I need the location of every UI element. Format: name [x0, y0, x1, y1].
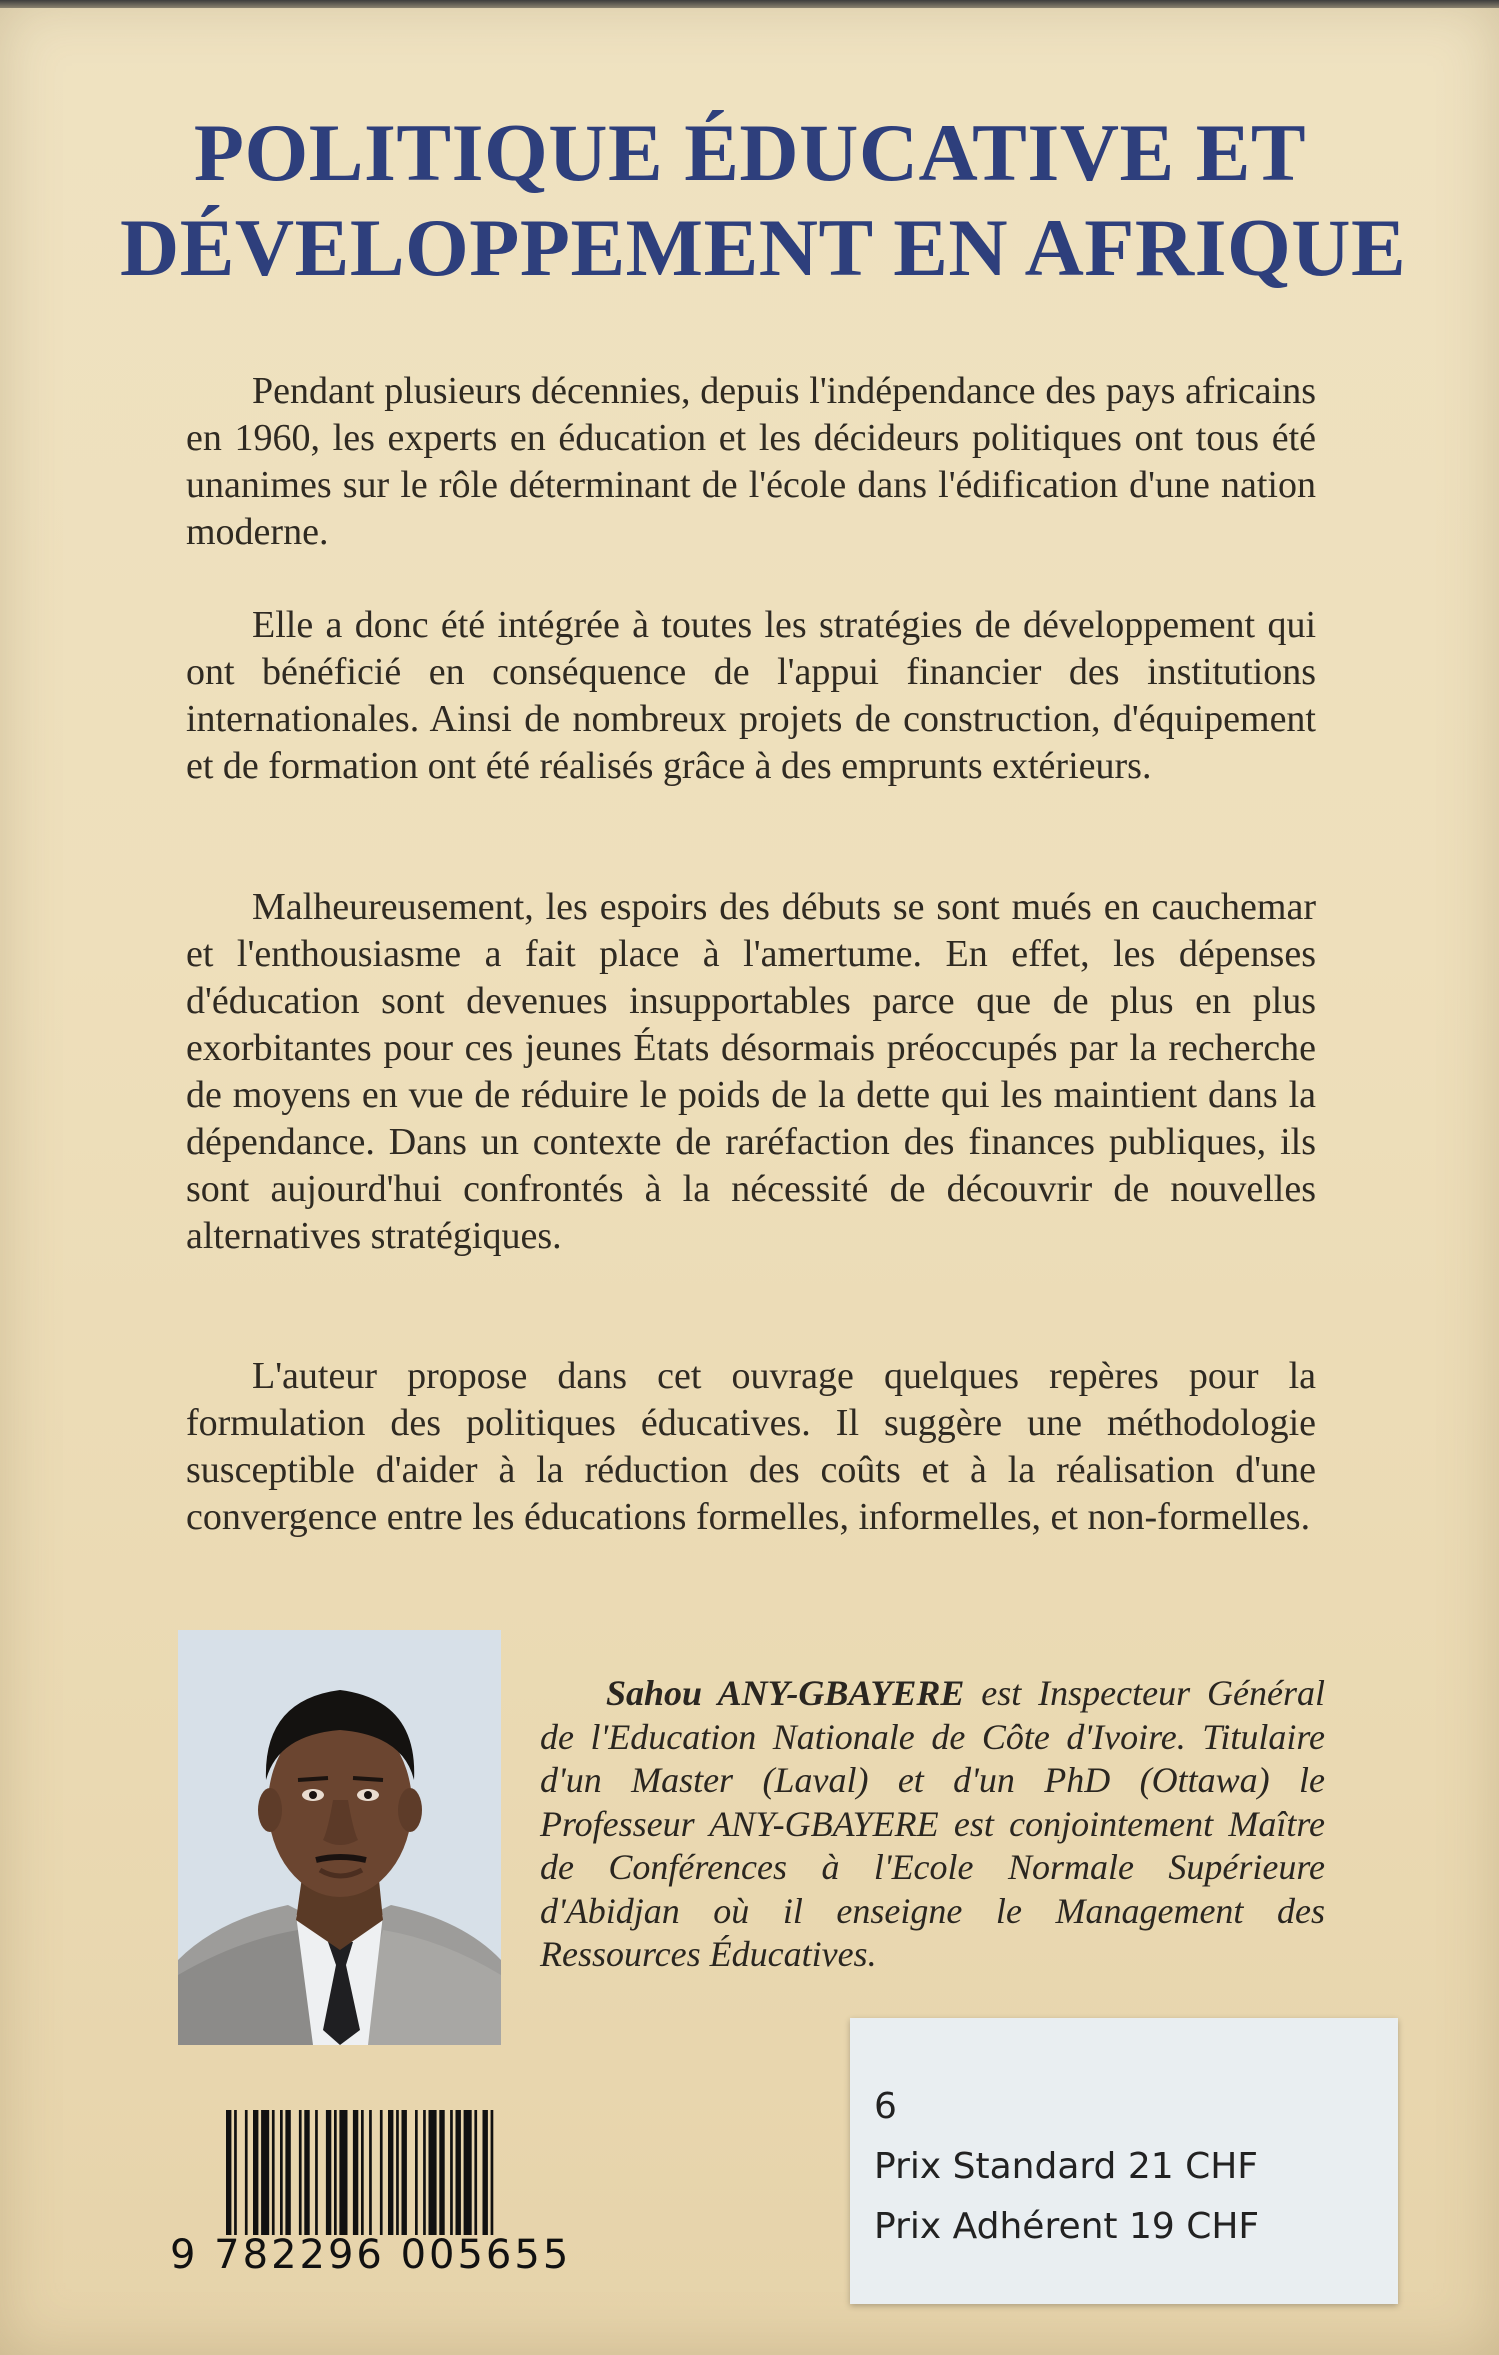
book-title-line-1: POLITIQUE ÉDUCATIVE ET — [193, 107, 1307, 198]
price-sticker — [850, 2018, 1398, 2304]
blurb-paragraph-4: L'auteur propose dans cet ouvrage quelques repères pour la formulation des politiques éducatives. Il suggère une méthodologie susceptible d'aider à la réduction des coûts et à la réalisation d'une convergence entre les éducations formelles, informelles, et non-formelles. — [186, 1355, 1316, 1538]
author-portrait-image — [178, 1630, 501, 2045]
book-title — [120, 105, 1407, 295]
blurb-paragraph-1: Pendant plusieurs décennies, depuis l'indépendance des pays africains en 1960, les experts en éducation et les décideurs politiques ont tous été unanimes sur le rôle déterminant de l'école dans l'édification d'une nation moderne. — [186, 370, 1316, 553]
author-bio — [540, 1672, 1325, 1977]
blurb-paragraph-3: Malheureusement, les espoirs des débuts se sont mués en cauchemar et l'enthousiasme a fait place à l'amertume. En effet, les dépenses d'éducation sont devenues insupportables parce que de plus en plus exorbitantes pour ces jeunes États désormais préoccupés par la recherche de moyens en vue de réduire le poids de la dette qui les maintient dans la dépendance. Dans un contexte de raréfaction des finances publiques, ils sont aujourd'hui confrontés à la nécessité de découvrir de nouvelles alternatives stratégiques. — [186, 886, 1316, 1257]
barcode-bars-image — [170, 2110, 610, 2235]
cover-top-edge — [0, 0, 1499, 8]
author-bio-text: est Inspecteur Général de l'Education Nationale de Côte d'Ivoire. Titulaire d'un Master (Laval) et d'un PhD (Ottawa) le Professeur ANY-GBAYERE est conjointement Maître de Conférences à l'Ecole Normale Supérieure d'Abidjan où il enseigne le Management des Ressources Éducatives. — [540, 1673, 1325, 1974]
blurb-paragraph-2: Elle a donc été intégrée à toutes les stratégies de développement qui ont bénéficié en conséquence de l'appui financier des institutions internationales. Ainsi de nombreux projets de construction, d'équipement et de formation ont été réalisés grâce à des emprunts extérieurs. — [186, 604, 1316, 787]
sticker-standard-price: Prix Standard 21 CHF — [874, 2146, 1259, 2187]
book-title-line-2: DÉVELOPPEMENT EN AFRIQUE — [120, 202, 1407, 293]
author-name: Sahou ANY-GBAYERE — [606, 1673, 965, 1713]
isbn-number: 9 782296 005655 — [170, 2232, 572, 2278]
sticker-line-1: 6 — [874, 2086, 897, 2127]
sticker-member-price: Prix Adhérent 19 CHF — [874, 2206, 1260, 2247]
author-photo — [178, 1630, 501, 2045]
